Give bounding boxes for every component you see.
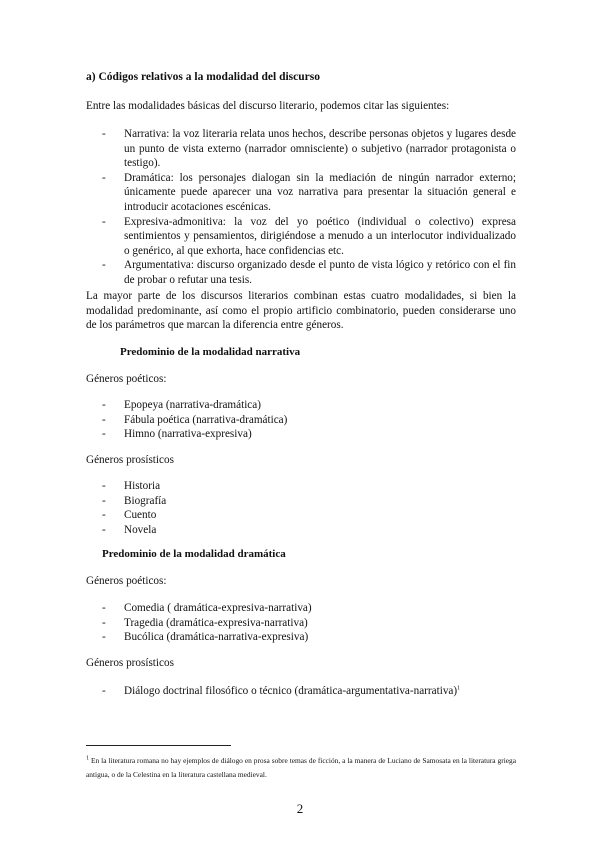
narrative-poetic-list bbox=[102, 398, 502, 442]
dash-marker: - bbox=[102, 616, 106, 629]
footnote-reference[interactable]: 1 bbox=[457, 685, 461, 692]
section-heading: a) Códigos relativos a la modalidad del discurso bbox=[86, 71, 320, 83]
list-item-text: Narrativa: la voz literaria relata unos hechos, describe personas objetos y lugares desde un punto de vista externo (narrador omnisciente) o subjetivo (narrador protagonista o testigo). bbox=[124, 128, 516, 170]
dash-marker: - bbox=[102, 128, 106, 140]
list-item bbox=[102, 630, 502, 645]
dash-marker: - bbox=[102, 428, 106, 441]
narrative-heading: Predominio de la modalidad narrativa bbox=[120, 346, 301, 358]
narrative-prose-list bbox=[102, 479, 502, 537]
list-item-text: Tragedia (dramática-expresiva-narrativa) bbox=[124, 616, 308, 629]
dash-marker: - bbox=[102, 494, 106, 507]
list-item bbox=[102, 398, 502, 413]
dramatic-heading: Predominio de la modalidad dramática bbox=[102, 548, 286, 560]
list-item bbox=[102, 427, 502, 442]
dash-marker: - bbox=[102, 509, 106, 522]
list-item-text: Biografía bbox=[124, 494, 167, 507]
dash-marker: - bbox=[102, 602, 106, 614]
summary-paragraph: La mayor parte de los discursos literarios combinan estas cuatro modalidades, si bien la modalidad predominante, así como el propio artificio combinatorio, pueden considerarse uno de los parámetros que marcan la diferencia entre géneros. bbox=[86, 290, 516, 332]
dash-marker: - bbox=[102, 413, 106, 426]
list-item-text: Comedia ( dramática-expresiva-narrativa) bbox=[124, 602, 312, 614]
dramatic-prose-label: Géneros prosísticos bbox=[86, 657, 174, 669]
footnote bbox=[86, 754, 516, 781]
list-item-text: Novela bbox=[124, 523, 157, 536]
list-item-text: Historia bbox=[124, 480, 161, 492]
dash-marker: - bbox=[102, 523, 106, 536]
dramatic-prose-list bbox=[102, 684, 522, 699]
dash-marker: - bbox=[102, 631, 106, 644]
list-item-text: Himno (narrativa-expresiva) bbox=[124, 428, 252, 441]
list-item bbox=[102, 616, 502, 631]
list-item-text: Fábula poética (narrativa-dramática) bbox=[124, 413, 288, 426]
list-item bbox=[102, 508, 502, 523]
list-item-text: Epopeya (narrativa-dramática) bbox=[124, 399, 261, 411]
list-item bbox=[102, 171, 516, 215]
dramatic-poetic-label: Géneros poéticos: bbox=[86, 575, 167, 587]
intro-text: Entre las modalidades básicas del discurso literario, podemos citar las siguientes: bbox=[86, 100, 450, 112]
footnote-number: 1 bbox=[86, 755, 89, 762]
list-item-text: Bucólica (dramática-narrativa-expresiva) bbox=[124, 631, 309, 644]
list-item-text: Dramática: los personajes dialogan sin la mediación de ningún narrador externo; únicamente puede aparecer una voz narrativa para presentar la situación general e introducir acotaciones escénicas. bbox=[124, 171, 516, 213]
list-item bbox=[102, 127, 516, 171]
dash-marker: - bbox=[102, 399, 106, 411]
dramatic-poetic-list bbox=[102, 601, 502, 645]
list-item-text: Diálogo doctrinal filosófico o técnico (dramática-argumentativa-narrativa) bbox=[124, 685, 458, 697]
footnote-text: En la literatura romana no hay ejemplos de diálogo en prosa sobre temas de ficción, a la manera de Luciano de Samosata en la literatura griega antigua, o de la Celestina en la literatura castellana medieval. bbox=[86, 756, 517, 779]
footnote-separator bbox=[86, 745, 231, 746]
dash-marker: - bbox=[102, 685, 106, 697]
list-item bbox=[102, 601, 502, 616]
list-item bbox=[102, 523, 502, 538]
list-item-text: Expresiva-admonitiva: la voz del yo poético (individual o colectivo) expresa sentimientos y pensamientos, dirigiéndose a menudo a un interlocutor individualizado o genérico, al que exhorta, hace confidencias etc. bbox=[124, 215, 516, 257]
list-item bbox=[102, 684, 522, 699]
list-item bbox=[102, 215, 516, 259]
list-item bbox=[102, 413, 502, 428]
dash-marker: - bbox=[102, 480, 106, 492]
list-item bbox=[102, 494, 502, 509]
dash-marker: - bbox=[102, 171, 106, 184]
page-number: 2 bbox=[296, 801, 304, 816]
list-item-text: Argumentativa: discurso organizado desde el punto de vista lógico y retórico con el fin de probar o refutar una tesis. bbox=[124, 259, 516, 286]
narrative-poetic-label: Géneros poéticos: bbox=[86, 373, 167, 385]
dash-marker: - bbox=[102, 215, 106, 228]
dash-marker: - bbox=[102, 259, 106, 272]
narrative-prose-label: Géneros prosísticos bbox=[86, 454, 174, 466]
list-item-text: Cuento bbox=[124, 509, 157, 522]
list-item bbox=[102, 479, 502, 494]
modalities-list bbox=[102, 127, 516, 288]
list-item bbox=[102, 258, 516, 287]
